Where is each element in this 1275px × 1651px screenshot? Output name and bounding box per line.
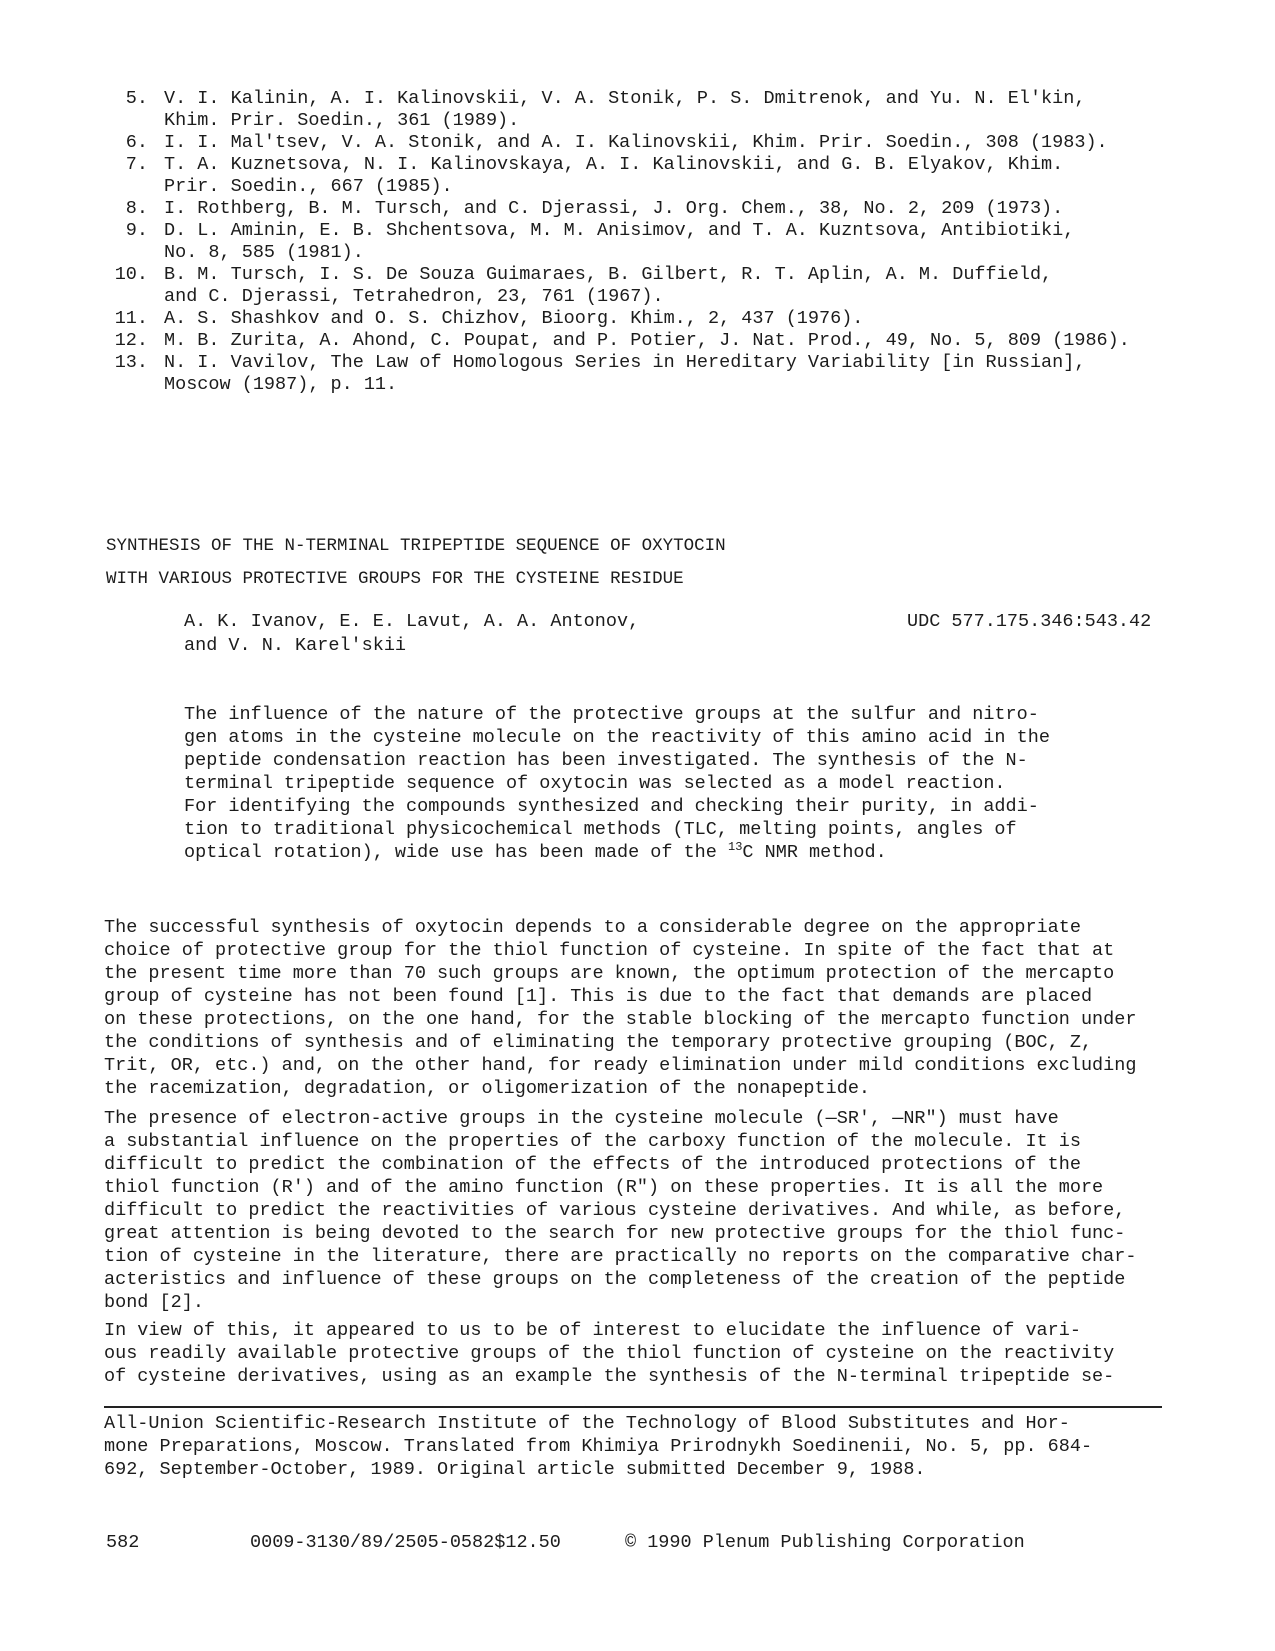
- reference-item: 6. I. I. Mal'tsev, V. A. Stonik, and A. I. Kalinovskii, Khim. Prir. Soedin., 308 (1983).: [125, 132, 1108, 153]
- abstract: [184, 703, 1084, 864]
- reference-item: 13. N. I. Vavilov, The Law of Homologous Series in Hereditary Variability [in Russian], Moscow (1987), p. 11.: [114, 352, 1086, 395]
- copyright-notice: © 1990 Plenum Publishing Corporation: [625, 1532, 1025, 1553]
- issn-price: 0009-3130/89/2505-0582$12.50: [250, 1532, 561, 1553]
- reference-item: 12. M. B. Zurita, A. Ahond, C. Poupat, and P. Potier, J. Nat. Prod., 49, No. 5, 809 (1986).: [114, 330, 1130, 351]
- body-paragraph-2: The presence of electron-active groups in the cysteine molecule (—SR', —NR") must have a substantial influence on the properties of the carboxy function of the molecule. It is difficult to predict the combination of the effects of the introduced protections of the thiol function (R') and of the amino function (R") on these properties. It is all the more difficult to predict the reactivities of various cysteine derivatives. And while, as before, great attention is being devoted to the search for new protective groups for the thiol func- tion of cysteine in the literature, there are practically no reports on the comparative char- acteristics and influence of these groups on the completeness of the creation of the peptide bond [2].: [104, 1108, 1137, 1313]
- body-paragraph-3: In view of this, it appeared to us to be of interest to elucidate the influence of vari- ous readily available protective groups of the thiol function of cysteine on the reactivity of cysteine derivatives, using as an example the synthesis of the N-terminal tripeptide se-: [104, 1320, 1115, 1387]
- author-list: A. K. Ivanov, E. E. Lavut, A. A. Antonov, and V. N. Karel'skii: [184, 611, 640, 656]
- udc-code: UDC 577.175.346:543.42: [907, 611, 1152, 632]
- reference-item: 9. D. L. Aminin, E. B. Shchentsova, M. M. Anisimov, and T. A. Kuzntsova, Antibiotiki, No. 8, 585 (1981).: [125, 220, 1075, 263]
- reference-item: 10. B. M. Tursch, I. S. De Souza Guimaraes, B. Gilbert, R. T. Aplin, A. M. Duffield, and C. Djerassi, Tetrahedron, 23, 761 (1967).: [114, 264, 1053, 307]
- reference-item: 5. V. I. Kalinin, A. I. Kalinovskii, V. A. Stonik, P. S. Dmitrenok, and Yu. N. El'kin, Khim. Prir. Soedin., 361 (1989).: [125, 88, 1086, 131]
- article-title: [106, 530, 726, 596]
- article-title-line-1: SYNTHESIS OF THE N-TERMINAL TRIPEPTIDE SEQUENCE OF OXYTOCIN: [106, 536, 726, 556]
- footnote-divider: [104, 1406, 1162, 1408]
- reference-list: [108, 88, 1188, 396]
- reference-item: 11. A. S. Shashkov and O. S. Chizhov, Bioorg. Khim., 2, 437 (1976).: [114, 308, 864, 329]
- abstract-text: The influence of the nature of the protective groups at the sulfur and nitro- gen atoms in the cysteine molecule on the reactivity of this amino acid in the peptide condensation reaction has been investigated. The synthesis of the N- terminal tripeptide sequence of oxytocin was selected as a model reaction. For identifying the compounds synthesized and checking their purity, in addi- tion to traditional physicochemical methods (TLC, melting points, angles of optical rotation), wide use has been made of the: [184, 704, 1050, 863]
- footnote: All-Union Scientific-Research Institute of the Technology of Blood Substitutes and Hor- mone Preparations, Moscow. Translated from Khimiya Prirodnykh Soedinenii, No. 5, pp. 684- 692, September-October, 1989. Original article submitted December 9, 1988.: [104, 1413, 1093, 1480]
- page-number: 582: [106, 1532, 140, 1553]
- abstract-text-end: C NMR method.: [742, 842, 887, 863]
- abstract-superscript: 13: [728, 840, 743, 854]
- article-title-line-2: WITH VARIOUS PROTECTIVE GROUPS FOR THE CYSTEINE RESIDUE: [106, 569, 684, 589]
- reference-item: 8. I. Rothberg, B. M. Tursch, and C. Djerassi, J. Org. Chem., 38, No. 2, 209 (1973).: [125, 198, 1064, 219]
- reference-item: 7. T. A. Kuznetsova, N. I. Kalinovskaya, A. I. Kalinovskii, and G. B. Elyakov, Khim. Prir. Soedin., 667 (1985).: [125, 154, 1064, 197]
- body-paragraph-1: The successful synthesis of oxytocin depends to a considerable degree on the appropriate choice of protective group for the thiol function of cysteine. In spite of the fact that at the present time more than 70 such groups are known, the optimum protection of the mercapto group of cysteine has not been found [1]. This is due to the fact that demands are placed on these protections, on the one hand, for the stable blocking of the mercapto function under the conditions of synthesis and of eliminating the temporary protective grouping (BOC, Z, Trit, OR, etc.) and, on the other hand, for ready elimination under mild conditions excluding the racemization, degradation, or oligomerization of the nonapeptide.: [104, 917, 1137, 1099]
